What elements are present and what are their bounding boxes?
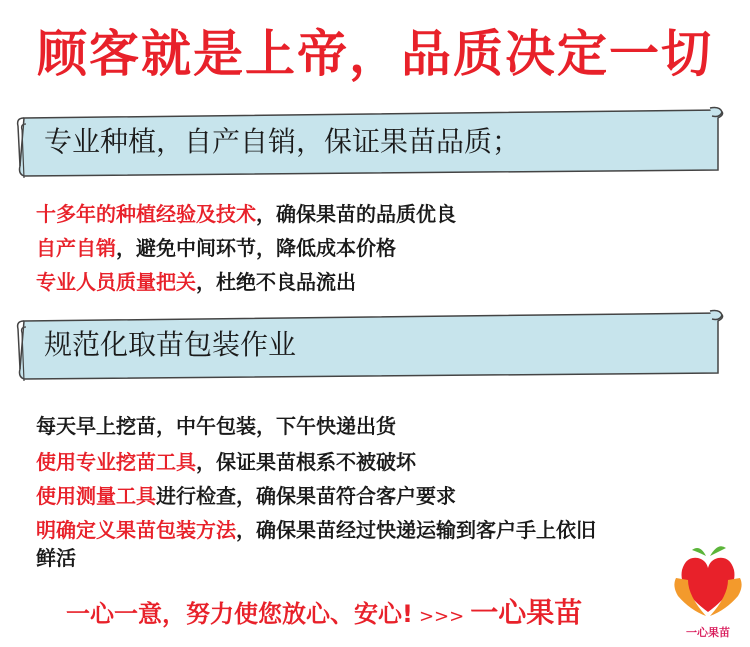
banner-title: 专业种植，自产自销，保证果苗品质； (44, 125, 521, 158)
section2-line-5: 鲜活 (36, 546, 76, 570)
logo-label: 一心果苗 (686, 626, 730, 639)
slogan-text: 一心一意，努力使您放心、安心! (66, 600, 413, 628)
section2-line-2: 使用专业挖苗工具，保证果苗根系不被破坏 (36, 450, 416, 474)
slogan-brand: 一心果苗 (470, 596, 583, 629)
slogan-arrows: >>> (418, 606, 465, 627)
section1-line-3: 专业人员质量把关，杜绝不良品流出 (36, 270, 356, 294)
heart-hands-icon (668, 540, 748, 624)
banner-title: 规范化取苗包装作业 (44, 328, 297, 361)
section2-line-4: 明确定义果苗包装方法，确保果苗经过快递运输到客户手上依旧 (36, 518, 596, 542)
section-banner-planting (14, 104, 726, 186)
section2-line-1: 每天早上挖苗，中午包装，下午快递出货 (36, 414, 396, 438)
section2-line-3: 使用测量工具进行检查，确保果苗符合客户要求 (36, 484, 456, 508)
brand-logo (668, 540, 748, 644)
page-headline: 顾客就是上帝，品质决定一切 (37, 24, 713, 83)
section1-line-1: 十多年的种植经验及技术，确保果苗的品质优良 (36, 202, 456, 226)
slogan (66, 591, 582, 631)
section-banner-packaging (14, 307, 726, 389)
section1-line-2: 自产自销，避免中间环节，降低成本价格 (36, 236, 396, 260)
